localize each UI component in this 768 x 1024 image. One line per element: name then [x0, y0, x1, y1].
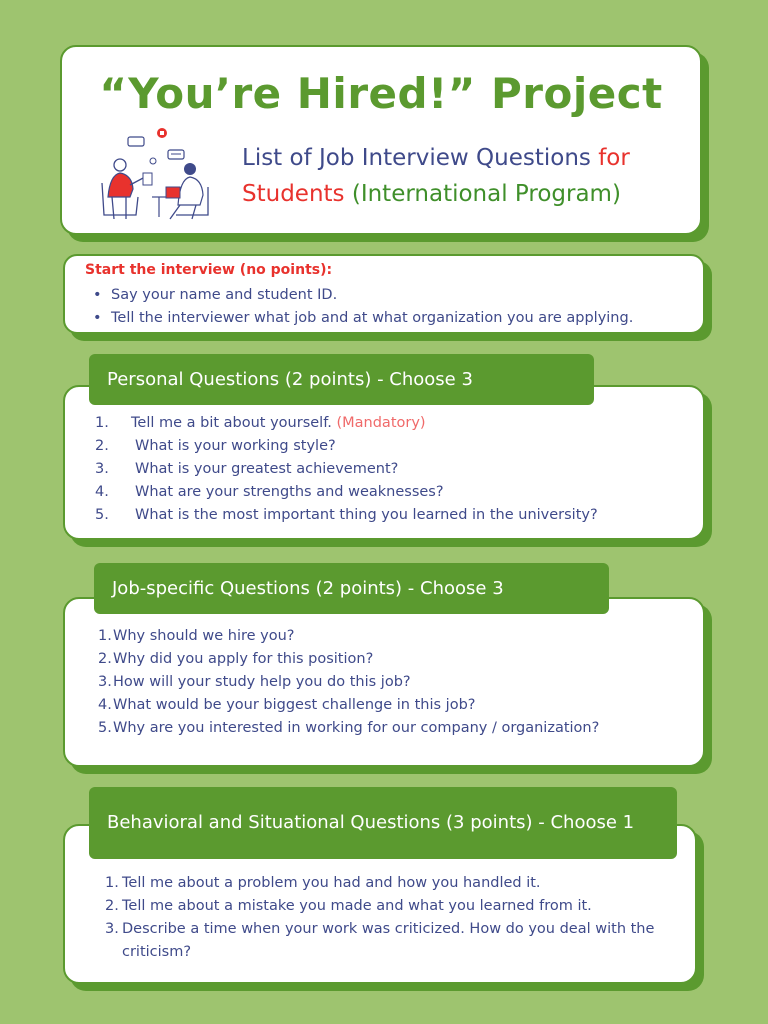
behavioral-questions-banner: Behavioral and Situational Questions (3 points) - Choose 1 — [89, 787, 677, 859]
list-item — [98, 717, 599, 740]
list-item — [105, 872, 685, 895]
list-item — [98, 648, 599, 671]
item-text: How will your study help you do this job? — [113, 674, 411, 690]
item-number: 4. — [98, 697, 112, 713]
item-text: Tell me a bit about yourself. — [131, 415, 332, 431]
list-item-text: Tell the interviewer what job and at what organization you are applying. — [111, 310, 634, 326]
job-questions-list — [98, 625, 599, 740]
list-item — [95, 481, 598, 504]
item-number: 3. — [105, 921, 119, 937]
item-text: What is your working style? — [135, 438, 336, 454]
item-number: 2. — [105, 898, 119, 914]
subtitle-main: List of Job Interview Questions — [242, 145, 599, 171]
item-text: Why are you interested in working for our company / organization? — [113, 720, 600, 736]
item-number: 4. — [95, 484, 109, 500]
list-item-text: Say your name and student ID. — [111, 287, 338, 303]
item-text: Describe a time when your work was criticized. How do you deal with the criticism? — [122, 921, 655, 960]
item-number: 3. — [98, 674, 112, 690]
list-item — [98, 694, 599, 717]
personal-questions-banner: Personal Questions (2 points) - Choose 3 — [89, 354, 594, 405]
subtitle — [242, 140, 692, 212]
list-item — [98, 671, 599, 694]
item-text: Why should we hire you? — [113, 628, 295, 644]
item-text: Tell me about a mistake you made and what you learned from it. — [122, 898, 592, 914]
list-item — [98, 625, 599, 648]
item-number: 5. — [98, 720, 112, 736]
list-item — [91, 307, 693, 330]
subtitle-students: Students — [242, 181, 345, 207]
list-item — [95, 412, 598, 435]
page-title: “You’re Hired!” Project — [99, 69, 663, 118]
item-number: 1. — [95, 415, 109, 431]
start-heading: Start the interview (no points): — [85, 262, 333, 278]
item-text: What are your strengths and weaknesses? — [135, 484, 444, 500]
item-text: Why did you apply for this position? — [113, 651, 374, 667]
item-number: 1. — [105, 875, 119, 891]
job-questions-banner: Job-specific Questions (2 points) - Choose 3 — [94, 563, 609, 614]
job-questions-card — [63, 597, 705, 767]
list-item — [105, 895, 685, 918]
list-item — [95, 458, 598, 481]
behavioral-questions-list — [105, 872, 685, 964]
subtitle-for: for — [598, 145, 630, 171]
item-text: Tell me about a problem you had and how you handled it. — [122, 875, 541, 891]
item-number: 5. — [95, 507, 109, 523]
bullet-icon: • — [93, 310, 102, 326]
list-item — [105, 918, 685, 964]
item-number: 2. — [95, 438, 109, 454]
subtitle-program: (International Program) — [344, 181, 621, 207]
list-item — [95, 504, 598, 527]
item-number: 1. — [98, 628, 112, 644]
personal-questions-card — [63, 385, 705, 540]
item-number: 3. — [95, 461, 109, 477]
interview-illustration-icon — [100, 127, 220, 223]
personal-questions-list — [95, 412, 598, 527]
start-card — [63, 254, 705, 334]
item-number: 2. — [98, 651, 112, 667]
item-text: What would be your biggest challenge in this job? — [113, 697, 476, 713]
header-card — [60, 45, 702, 235]
mandatory-note: (Mandatory) — [336, 415, 426, 431]
bullet-icon: • — [93, 287, 102, 303]
item-text: What is the most important thing you learned in the university? — [135, 507, 598, 523]
item-text: What is your greatest achievement? — [135, 461, 399, 477]
list-item — [95, 435, 598, 458]
start-list — [91, 284, 693, 330]
list-item — [91, 284, 693, 307]
